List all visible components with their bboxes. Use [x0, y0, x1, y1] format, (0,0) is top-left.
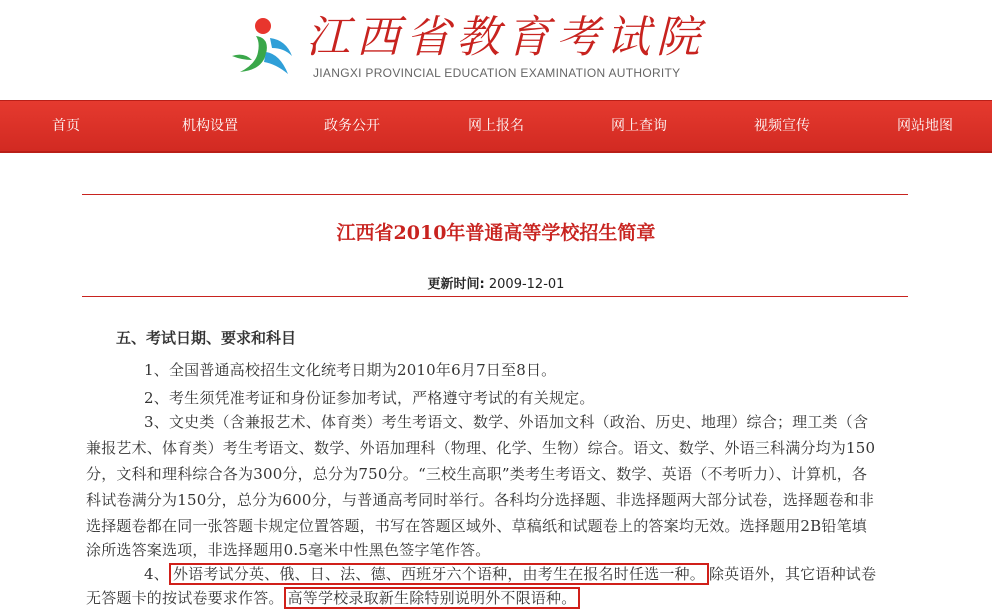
site-subtitle: JIANGXI PROVINCIAL EDUCATION EXAMINATION AUTHORITY [313, 66, 681, 80]
highlighted-text: 外语考试分英、俄、日、法、德、西班牙六个语种，由考生在报名时任选一种。 [169, 563, 709, 585]
update-time-label: 更新时间: [427, 277, 485, 292]
update-time-value: 2009-12-01 [488, 277, 565, 292]
nav-item-home[interactable]: 首页 [52, 118, 80, 134]
paragraph-line: 选择题卷都在同一张答题卡规定位置答题，书写在答题区域外、草稿纸和试题卷上的答案均无效。选择题用2B铅笔填 [86, 517, 867, 535]
nav-item-gov-affairs[interactable]: 政务公开 [324, 118, 380, 134]
section-heading: 五、考试日期、要求和科目 [116, 329, 297, 347]
paragraph-line: 科试卷满分为150分，总分为600分，与普通高考同时举行。各科均分选择题、非选择题两大部分试卷，选择题卷和非 [86, 491, 875, 509]
site-header [0, 0, 992, 100]
nav-item-registration[interactable]: 网上报名 [468, 118, 524, 134]
line-text: 除英语外，其它语种试卷 [708, 565, 877, 583]
title-top-divider [82, 194, 908, 195]
paragraph-line: 分，文科和理科综合各为300分，总分为750分。“三校生高职”类考生考语文、数学、英语（不考听力）、计算机，各 [86, 465, 868, 483]
line-prefix: 4、 [144, 565, 169, 583]
paragraph-line: 2、考生须凭准考证和身份证参加考试，严格遵守考试的有关规定。 [144, 389, 595, 407]
paragraph-line: 3、文史类（含兼报艺术、体育类）考生考语文、数学、外语加文科（政治、历史、地理）综合；理工类（含 [144, 413, 869, 431]
nav-item-video[interactable]: 视频宣传 [754, 118, 810, 134]
update-time [0, 273, 992, 292]
highlighted-text: 高等学校录取新生除特别说明外不限语种。 [284, 587, 581, 609]
main-nav [0, 100, 992, 153]
paragraph-line [86, 587, 580, 608]
jx-logo-icon[interactable] [226, 16, 298, 80]
paragraph-line [144, 563, 876, 584]
line-text: 无答题卡的按试卷要求作答。 [86, 589, 284, 607]
site-title: 江西省教育考试院 [306, 12, 706, 63]
nav-item-query[interactable]: 网上查询 [611, 118, 667, 134]
paragraph-line: 涂所选答案选项，非选择题用0.5毫米中性黑色签字笔作答。 [86, 541, 491, 559]
nav-item-sitemap[interactable]: 网站地图 [897, 118, 953, 134]
paragraph-line: 1、全国普通高校招生文化统考日期为2010年6月7日至8日。 [144, 361, 557, 379]
nav-item-organization[interactable]: 机构设置 [182, 118, 238, 134]
paragraph-line: 兼报艺术、体育类）考生考语文、数学、外语加理科（物理、化学、生物）综合。语文、数学、外语三科满分均为150 [86, 439, 876, 457]
title-bottom-divider [82, 296, 908, 297]
article-title: 江西省2010年普通高等学校招生简章 [336, 222, 656, 244]
